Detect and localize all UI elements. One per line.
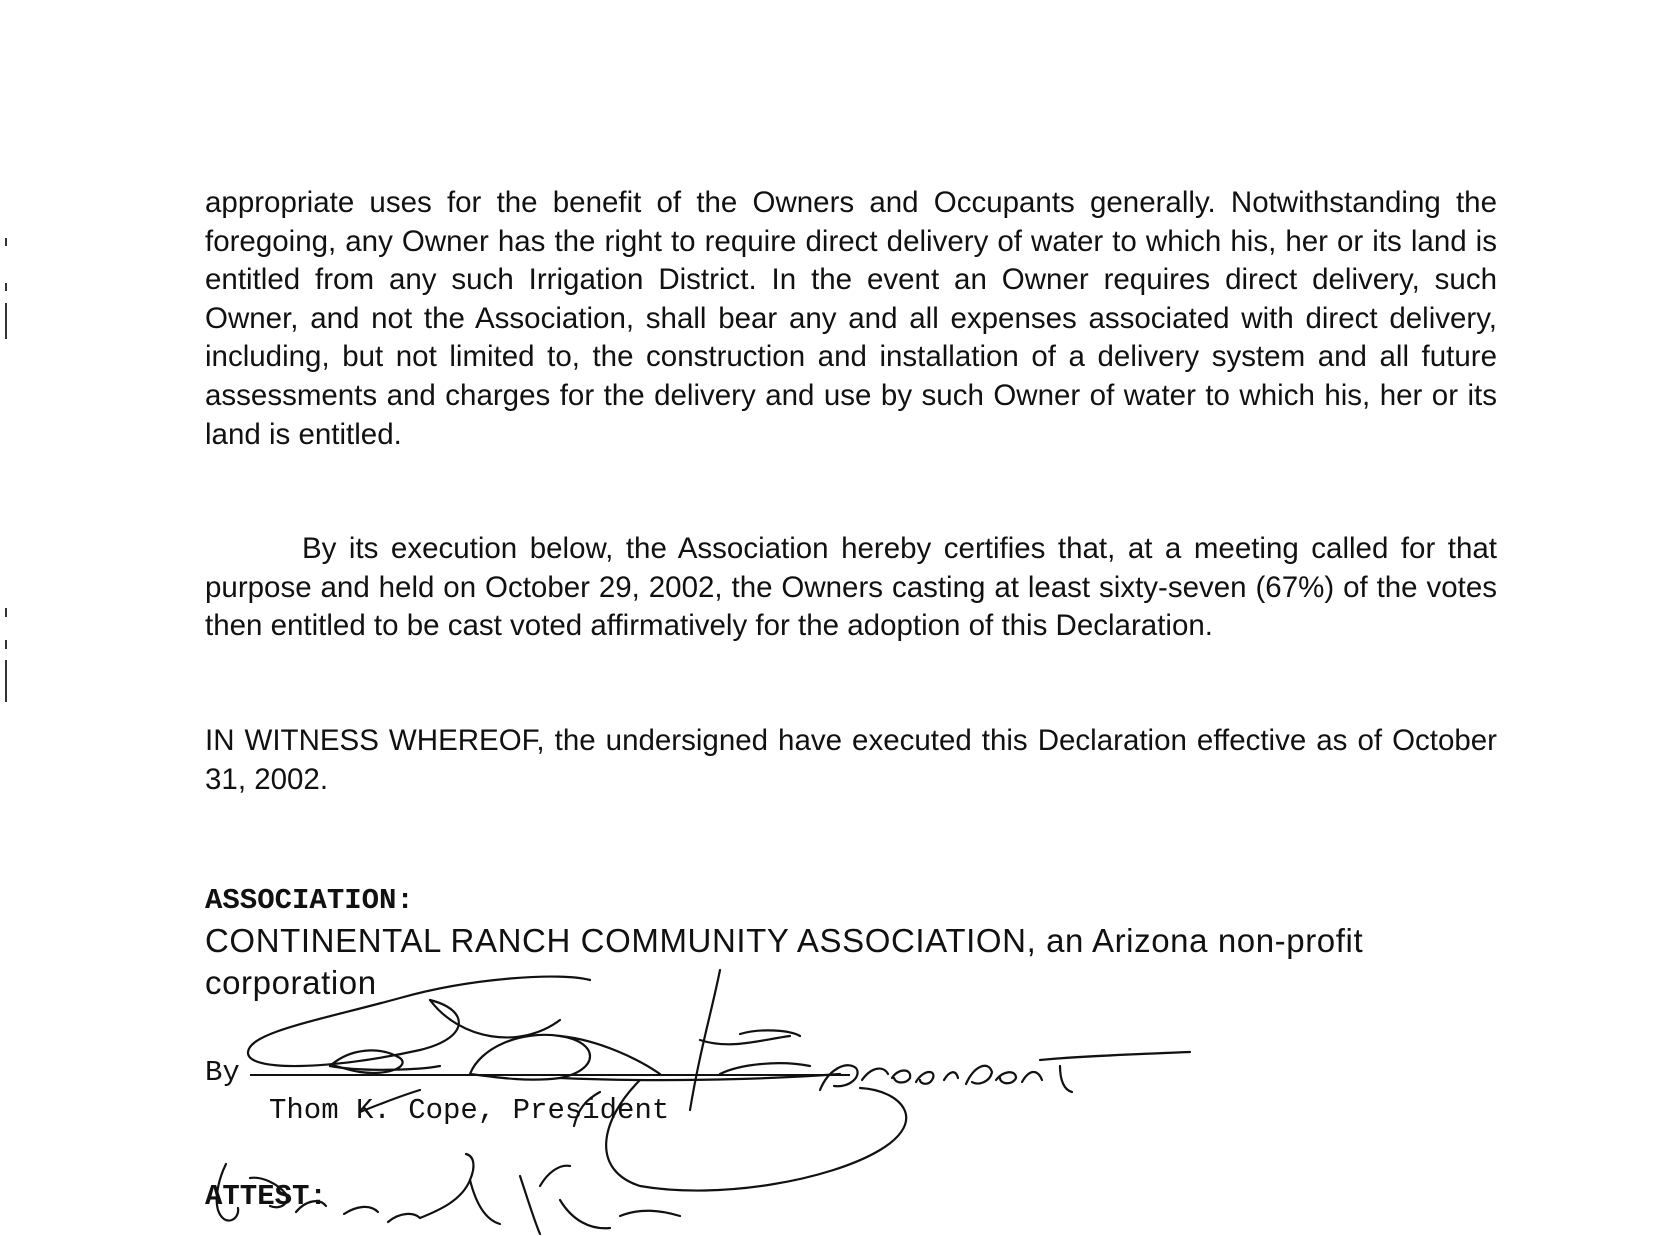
association-heading: ASSOCIATION: [205,884,414,917]
margin-mark [5,303,7,339]
by-label: By [205,1056,240,1089]
paragraph-witness-whereof: IN WITNESS WHEREOF, the undersigned have executed this Declaration effective as of October 31, 2002. [205,724,1497,796]
margin-mark [5,640,7,649]
attest-heading: ATTEST: [205,1180,327,1213]
margin-mark [5,660,7,702]
margin-mark [5,283,7,291]
paragraph-certification: By its execution below, the Association hereby certifies that, at a meeting called for that purpose and held on October 29, 2002, the Owners casting at least sixty-seven (67%) of the votes then entitled to be cast voted affirmatively for the adoption of this Declaration. [205,532,1497,643]
paragraph-water-delivery: appropriate uses for the benefit of the Owners and Occupants generally. Notwithstanding the foregoing, any Owner has the right to require direct delivery of water to which his, her or its land is entitled from any such Irrigation District. In the event an Owner requires direct delivery, such Owner, and not the Association, shall bear any and all expenses associated with direct delivery, including, but not limited to, the construction and installation of a delivery system and all future assessments and charges for the delivery and use by such Owner of water to which his, her or its land is entitled. [205,186,1497,451]
signature-line [250,1074,850,1076]
margin-mark [5,608,7,617]
signer-name-title: Thom K. Cope, President [269,1094,670,1127]
margin-mark [5,238,7,246]
association-entity-name: CONTINENTAL RANCH COMMUNITY ASSOCIATION, an Arizona non-profit corporation [205,922,1364,1001]
